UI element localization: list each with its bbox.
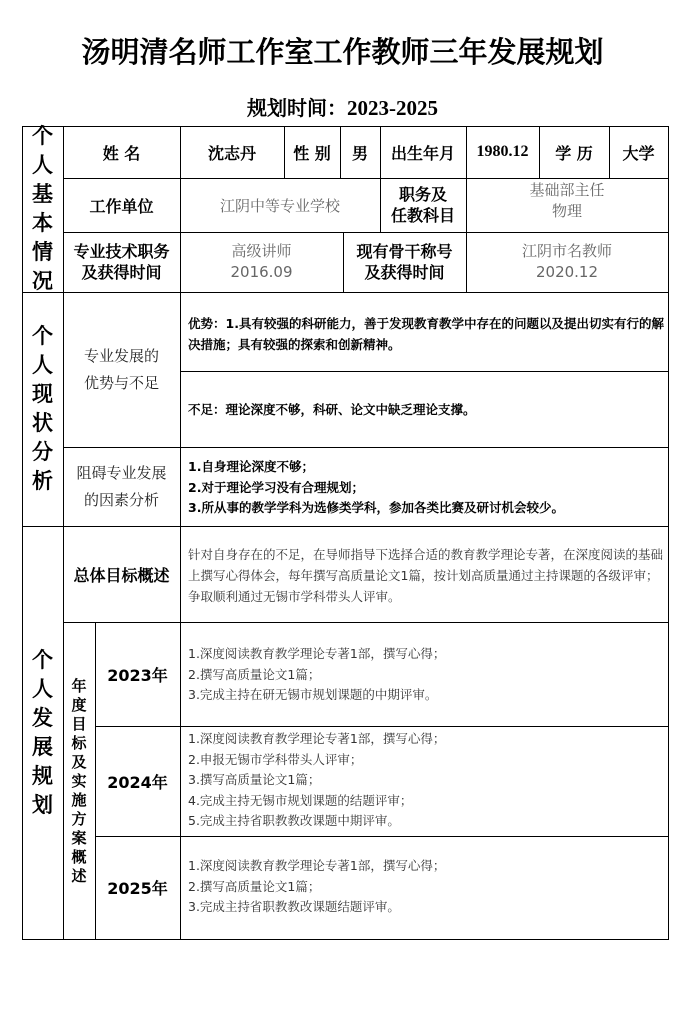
plan-time-label: 规划时间： — [247, 96, 347, 120]
obstacle-label: 阻碍专业发展 的因素分析 — [76, 463, 167, 509]
title-label: 专业技术职务 及获得时间 — [73, 242, 170, 282]
year-2024-label: 2024年 — [107, 772, 168, 792]
birth-label: 出生年月 — [390, 143, 455, 163]
overall-label: 总体目标概述 — [73, 565, 170, 585]
section-label-plan: 个 人 发 展 规 划 — [32, 648, 53, 817]
birth-value: 1980.12 — [476, 143, 529, 160]
list-item: 2.申报无锡市学科带头人评审； — [188, 751, 363, 767]
overall-text: 针对自身存在的不足，在导师指导下选择合适的教育教学理论专著，在深度阅读的基础上撰写心得体会，每年撰写高质量论文1篇，按计划高质量通过主持课题的各级评审；争取顺利通过无锡市学科带头人评审。 — [188, 547, 664, 604]
unit-label: 工作单位 — [89, 196, 154, 216]
strength-label: 专业发展的 优势与不足 — [83, 346, 159, 392]
weakness-text: 不足：理论深度不够，科研、论文中缺乏理论支撑。 — [188, 402, 476, 417]
plan-time-value: 2023-2025 — [347, 96, 438, 120]
list-item: 3.完成主持在研无锡市规划课题的中期评审。 — [188, 687, 438, 702]
name-value: 沈志丹 — [207, 143, 256, 163]
gender-value: 男 — [351, 143, 368, 163]
year-2025-items — [188, 856, 664, 918]
title-value: 高级讲师 2016.09 — [230, 242, 293, 281]
year-2025-label: 2025年 — [107, 879, 168, 898]
year-2023-items — [188, 644, 664, 706]
list-item: 5.完成主持省职教教改课题中期评审。 — [188, 813, 400, 828]
section-label-basic: 个 人 基 本 情 况 — [32, 124, 53, 293]
list-item: 4.完成主持无锡市规划课题的结题评审； — [188, 792, 413, 808]
annual-label: 年 度 目 标 及 实 施 方 案 概 述 — [71, 676, 87, 885]
year-2023-label: 2023年 — [107, 665, 168, 685]
name-label: 姓 名 — [102, 143, 141, 163]
list-item: 2.撰写高质量论文1篇； — [188, 878, 321, 894]
backbone-value: 江阴市名教师 2020.12 — [521, 242, 612, 281]
list-item: 2.对于理论学习没有合理规划； — [188, 479, 364, 495]
duty-value: 基础部主任 物理 — [529, 181, 605, 220]
obstacle-list — [188, 457, 664, 519]
duty-label: 职务及 任教科目 — [390, 185, 455, 225]
list-item: 1.深度阅读教育教学理论专著1部，撰写心得； — [188, 731, 446, 746]
list-item: 3.撰写高质量论文1篇； — [188, 772, 321, 787]
document-title: 汤明清名师工作室工作教师三年发展规划 — [81, 35, 604, 69]
gender-label: 性 别 — [293, 143, 331, 163]
plan-time — [0, 92, 685, 121]
list-item: 1.深度阅读教育教学理论专著1部，撰写心得； — [188, 858, 446, 873]
list-item: 1.自身理论深度不够； — [188, 459, 314, 474]
list-item: 1.深度阅读教育教学理论专著1部，撰写心得； — [188, 646, 446, 661]
strength-text: 优势：1.具有较强的科研能力，善于发现教育教学中存在的问题以及提出切实有行的解决措施；具有较强的探索和创新精神。 — [188, 316, 664, 352]
edu-value: 大学 — [622, 143, 655, 163]
unit-value: 江阴中等专业学校 — [219, 196, 340, 215]
year-2024-items — [188, 729, 664, 832]
section-label-status: 个 人 现 状 分 析 — [32, 324, 53, 493]
list-item: 3.所从事的教学学科为选修类学科，参加各类比赛及研讨机会较少。 — [188, 500, 564, 515]
list-item: 2.撰写高质量论文1篇； — [188, 666, 321, 682]
backbone-label: 现有骨干称号 及获得时间 — [356, 242, 453, 282]
list-item: 3.完成主持省职教教改课题结题评审。 — [188, 899, 400, 914]
edu-label: 学 历 — [555, 143, 593, 163]
